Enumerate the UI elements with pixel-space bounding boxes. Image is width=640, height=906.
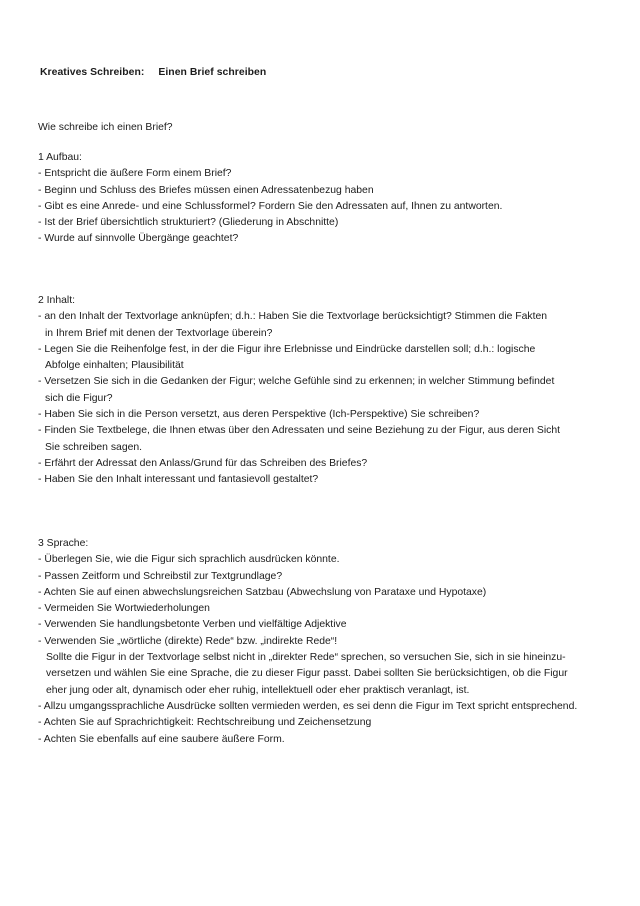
section-heading: 3 Sprache:	[38, 538, 89, 549]
section-heading: 2 Inhalt:	[38, 295, 75, 306]
list-item-continuation: Sollte die Figur in der Textvorlage selbst nicht in „direkter Rede“ sprechen, so versuchen Sie, sich in sie hineinzu-	[46, 652, 566, 664]
list-item: - Achten Sie auf einen abwechslungsreichen Satzbau (Abwechslung von Parataxe und Hypotaxe)	[38, 586, 487, 598]
list-item-continuation: in Ihrem Brief mit denen der Textvorlage überein?	[45, 327, 273, 339]
list-item: - Erfährt der Adressat den Anlass/Grund für das Schreiben des Briefes?	[38, 457, 368, 469]
list-item: - Allzu umgangssprachliche Ausdrücke sollten vermieden werden, es sei denn die Figur im Text spricht entsprechend.	[38, 700, 578, 712]
list-item: - Vermeiden Sie Wortwiederholungen	[38, 603, 210, 615]
list-item-continuation: versetzen und wählen Sie eine Sprache, die zu dieser Figur passt. Dabei sollten Sie berücksichtigen, ob die Figur	[46, 668, 568, 680]
list-item: - Verwenden Sie handlungsbetonte Verben und vielfältige Adjektive	[38, 619, 347, 631]
title-part-1: Kreatives Schreiben:	[40, 67, 145, 78]
section-sprache	[38, 536, 608, 748]
list-item: - Versetzen Sie sich in die Gedanken der Figur; welche Gefühle sind zu erkennen; in welcher Stimmung befindet	[38, 376, 555, 388]
list-item: - Beginn und Schluss des Briefes müssen einen Adressatenbezug haben	[38, 184, 374, 196]
list-item: - Verwenden Sie „wörtliche (direkte) Rede“ bzw. „indirekte Rede“!	[38, 635, 338, 647]
list-item: - an den Inhalt der Textvorlage anknüpfen; d.h.: Haben Sie die Textvorlage berücksichtigt? Stimmen die Fakten	[38, 311, 548, 323]
list-item: - Passen Zeitform und Schreibstil zur Textgrundlage?	[38, 570, 283, 582]
section-inhalt	[38, 293, 608, 489]
list-item: - Finden Sie Textbelege, die Ihnen etwas über den Adressaten und seine Beziehung zu der Figur, aus deren Sicht	[38, 425, 560, 437]
list-item: - Legen Sie die Reihenfolge fest, in der die Figur ihre Erlebnisse und Eindrücke darstellen soll; d.h.: logische	[38, 343, 536, 355]
list-item: - Entspricht die äußere Form einem Brief?	[38, 168, 232, 180]
list-item: - Haben Sie sich in die Person versetzt, aus deren Perspektive (Ich-Perspektive) Sie schreiben?	[38, 409, 480, 421]
page-title	[40, 67, 266, 78]
list-item: - Wurde auf sinnvolle Übergänge geachtet?	[38, 233, 239, 245]
list-item: - Gibt es eine Anrede- und eine Schlussformel? Fordern Sie den Adressaten auf, Ihnen zu antworten.	[38, 200, 503, 212]
list-item: - Achten Sie auf Sprachrichtigkeit: Rechtschreibung und Zeichensetzung	[38, 717, 372, 729]
title-part-2: Einen Brief schreiben	[158, 67, 267, 78]
list-item: - Ist der Brief übersichtlich strukturiert? (Gliederung in Abschnitte)	[38, 217, 339, 229]
list-item: - Achten Sie ebenfalls auf eine saubere äußere Form.	[38, 733, 285, 745]
list-item-continuation: Abfolge einhalten; Plausibilität	[45, 360, 184, 372]
intro-question: Wie schreibe ich einen Brief?	[38, 122, 173, 133]
section-heading: 1 Aufbau:	[38, 152, 82, 163]
section-aufbau	[38, 150, 608, 248]
list-item-continuation: Sie schreiben sagen.	[45, 441, 143, 453]
list-item: - Überlegen Sie, wie die Figur sich sprachlich ausdrücken könnte.	[38, 554, 340, 566]
list-item: - Haben Sie den Inhalt interessant und fantasievoll gestaltet?	[38, 474, 319, 486]
list-item-continuation: eher jung oder alt, dynamisch oder eher ruhig, intellektuell oder eher praktisch veranlagt, ist.	[46, 684, 470, 696]
list-item-continuation: sich die Figur?	[45, 392, 113, 404]
